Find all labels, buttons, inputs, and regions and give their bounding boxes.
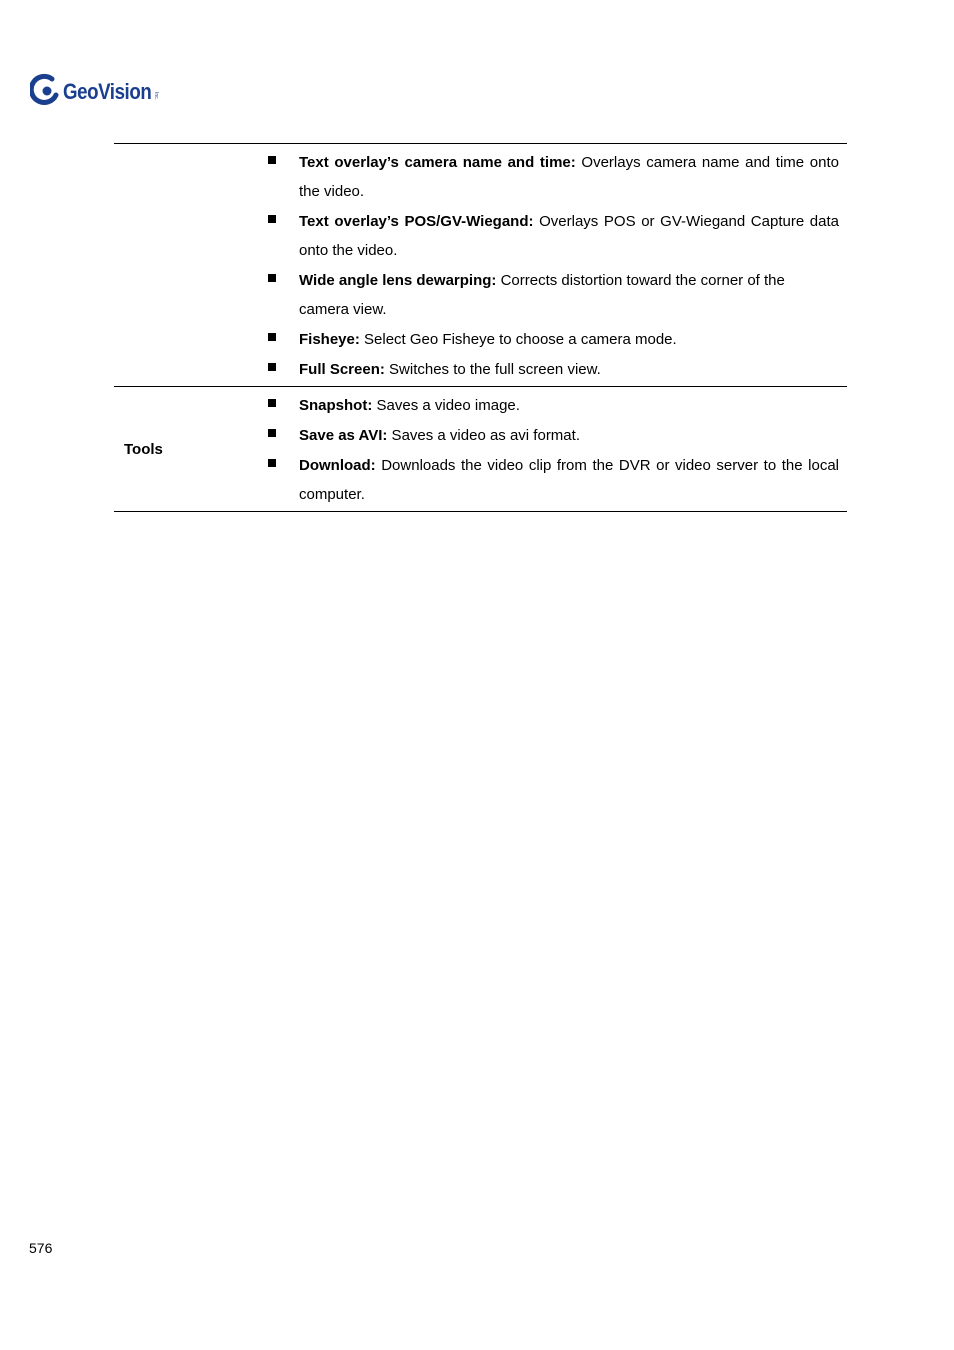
square-bullet-icon [268,429,276,437]
page-number: 576 [29,1240,53,1256]
square-bullet-icon [268,333,276,341]
item-desc: Downloads the video clip from the DVR or video server to the local computer. [299,457,839,503]
square-bullet-icon [268,156,276,164]
list-item [264,266,839,324]
row-label: Tools [124,440,163,458]
list-item [264,207,839,265]
table-row [114,144,847,387]
row-content [264,144,847,386]
item-desc: Saves a video image. [372,397,520,414]
item-term: Snapshot: [299,397,373,414]
list-item [264,325,839,354]
table-row [114,387,847,512]
item-desc: Corrects distortion toward the corner of the camera view. [299,272,785,318]
item-desc: Overlays POS or GV-Wiegand Capture data onto the video. [299,213,839,259]
item-desc: Select Geo Fisheye to choose a camera mode. [359,331,677,348]
square-bullet-icon [268,215,276,223]
item-desc: Switches to the full screen view. [384,361,601,378]
square-bullet-icon [268,399,276,407]
geovision-swirl-icon [30,73,60,107]
feature-table [114,143,847,512]
list-item [264,148,839,206]
row-content [264,387,847,511]
row-label [114,144,264,386]
item-term: Text overlay’s camera name and time: [299,154,576,171]
square-bullet-icon [268,274,276,282]
item-desc: Saves a video as avi format. [387,427,580,444]
item-term: Fisheye: [299,331,360,348]
list-item [264,451,839,509]
square-bullet-icon [268,459,276,467]
item-term: Download: [299,457,376,474]
logo-tm: Inc. [152,91,159,101]
list-item [264,391,839,420]
list-item [264,355,839,384]
logo-wordmark: GeoVision [63,79,152,104]
geovision-logo [30,72,159,108]
item-term: Wide angle lens dewarping: [299,272,497,289]
item-term: Text overlay’s POS/GV-Wiegand: [299,213,534,230]
item-term: Full Screen: [299,361,385,378]
square-bullet-icon [268,363,276,371]
item-term: Save as AVI: [299,427,388,444]
list-item [264,421,839,450]
item-desc: Overlays camera name and time onto the video. [299,154,839,200]
